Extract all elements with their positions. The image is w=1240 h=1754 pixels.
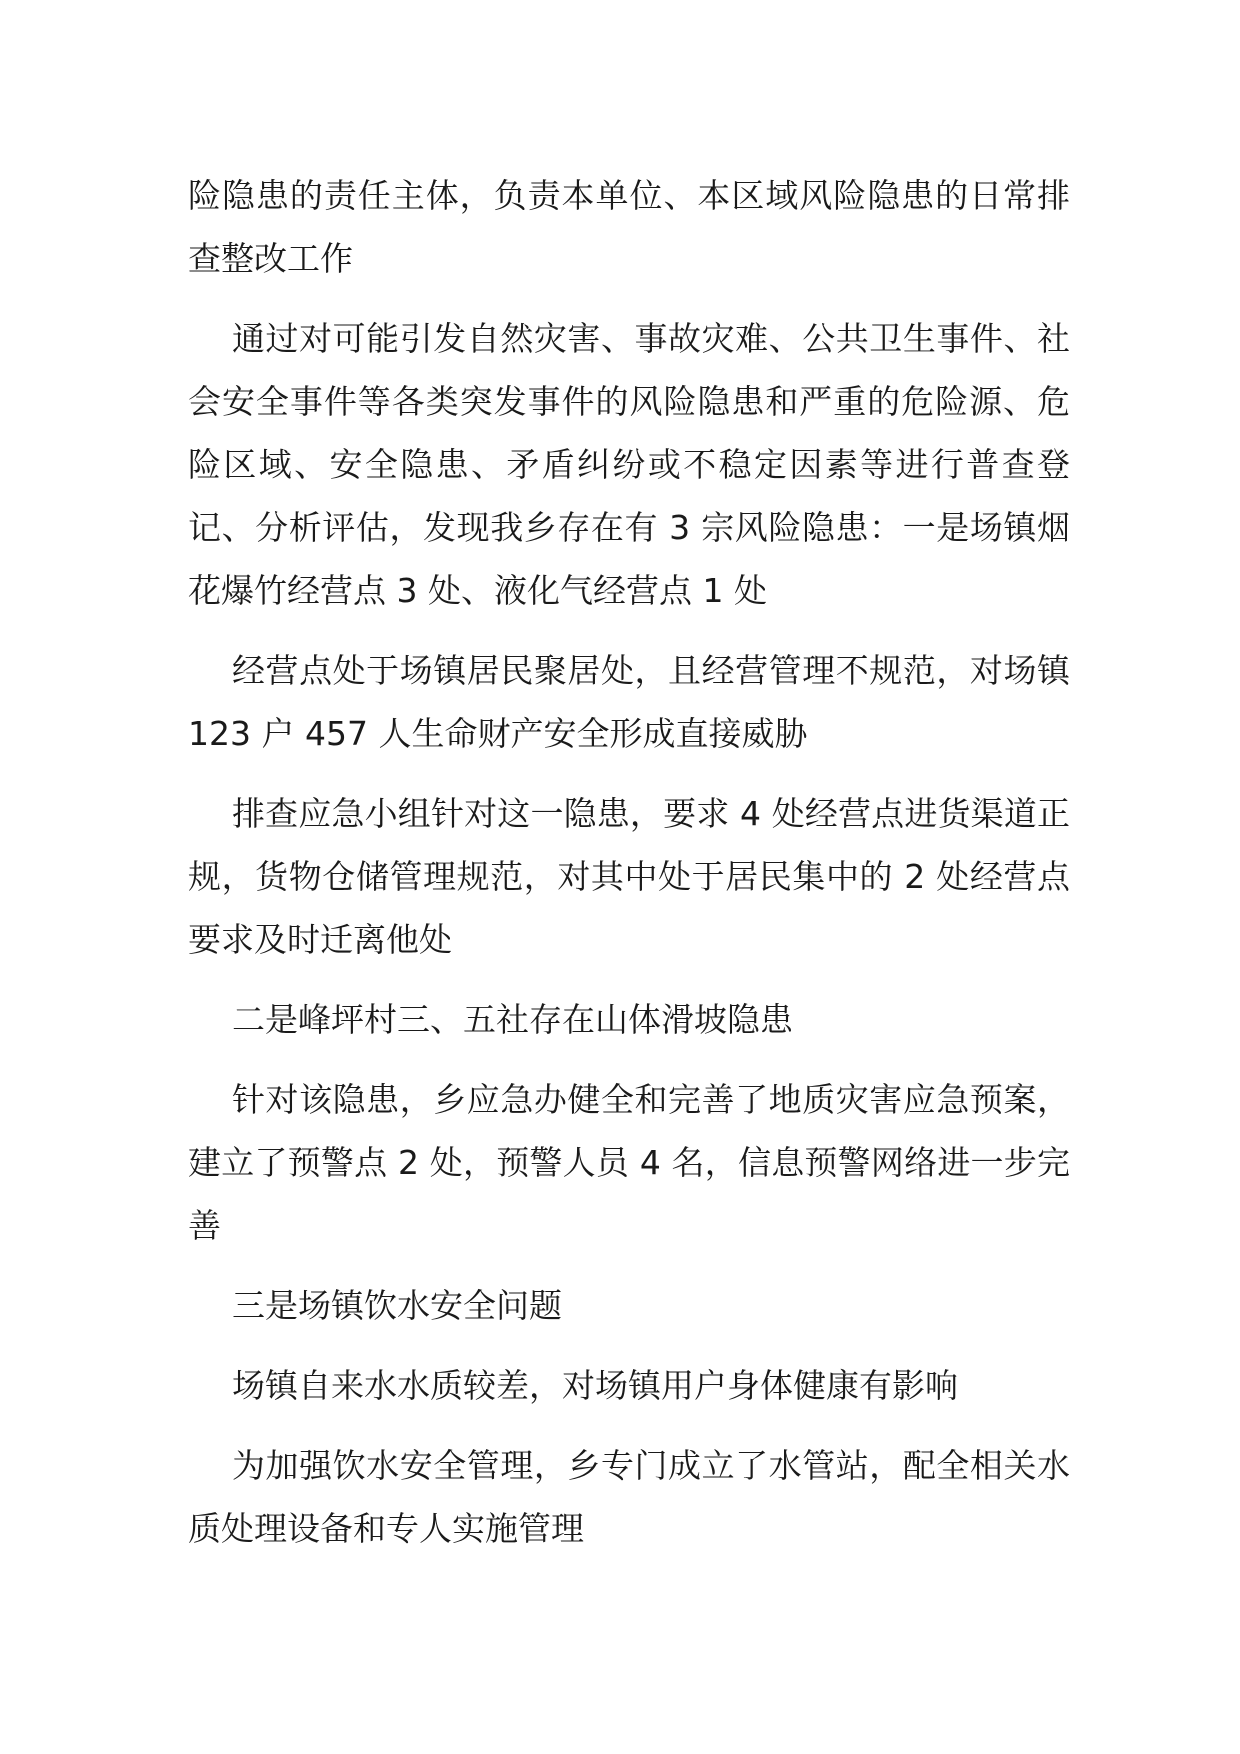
paragraph-6: 针对该隐患，乡应急办健全和完善了地质灾害应急预案，建立了预警点 2 处，预警人员 4 名，信息预警网络进一步完善 [188,1080,1070,1245]
document-body [188,164,1070,1577]
paragraph-3: 经营点处于场镇居民聚居处，且经营管理不规范，对场镇 123 户 457 人生命财产安全形成直接威胁 [188,651,1070,753]
paragraph-2: 通过对可能引发自然灾害、事故灾难、公共卫生事件、社会安全事件等各类突发事件的风险隐患和严重的危险源、危险区域、安全隐患、矛盾纠纷或不稳定因素等进行普查登记、分析评估，发现我乡存在有 3 宗风险隐患：一是场镇烟花爆竹经营点 3 处、液化气经营点 1 处 [188,319,1070,610]
paragraph-1: 险隐患的责任主体，负责本单位、本区域风险隐患的日常排查整改工作 [188,176,1070,278]
paragraph-9: 为加强饮水安全管理，乡专门成立了水管站，配全相关水质处理设备和专人实施管理 [188,1446,1070,1548]
paragraph-8: 场镇自来水水质较差，对场镇用户身体健康有影响 [232,1366,958,1405]
paragraph-5: 二是峰坪村三、五社存在山体滑坡隐患 [232,1000,793,1039]
paragraph-4: 排查应急小组针对这一隐患，要求 4 处经营点进货渠道正规，货物仓储管理规范，对其中处于居民集中的 2 处经营点要求及时迁离他处 [188,794,1070,959]
paragraph-7: 三是场镇饮水安全问题 [232,1286,562,1325]
